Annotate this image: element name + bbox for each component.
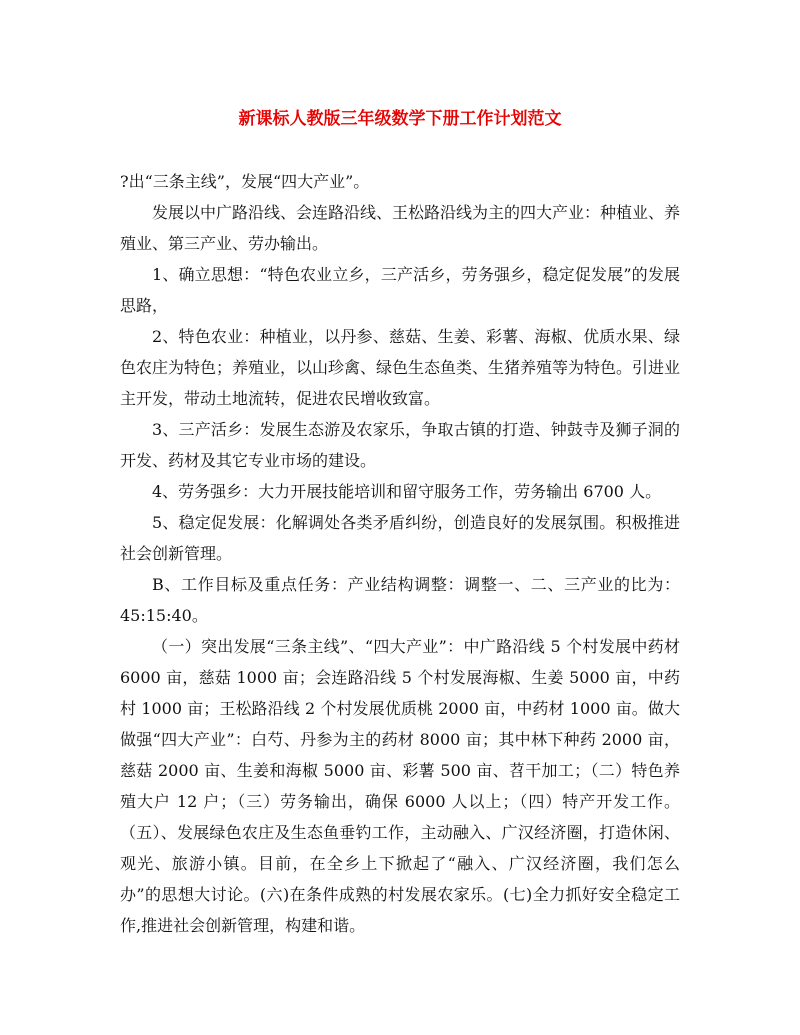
paragraph-tasks: （一）突出发展“三条主线”、“四大产业”：中广路沿线 5 个村发展中药材 6000 亩，慈菇 1000 亩；会连路沿线 5 个村发展海椒、生姜 5000 亩，中药村 1000 亩；王松路沿线 2 个村发展优质桃 2000 亩，中药材 1000 亩。做大做强“四大产业”：白芍、丹参为主的药材 8000 亩；其中林下种药 2000 亩，慈菇 2000 亩、生姜和海椒 5000 亩、彩薯 500 亩、苕干加工；（二）特色养殖大户 12 户；（三）劳务输出，确保 6000 人以上；（四）特产开发工作。（五）、发展绿色农庄及生态鱼垂钓工作，主动融入、广汉经济圈，打造休闲、观光、旅游小镇。目前，在全乡上下掀起了“融入、广汉经济圈，我们怎么办”的思想大讨论。(六)在条件成熟的村发展农家乐。(七)全力抓好安全稳定工作,推进社会创新管理，构建和谐。 — [120, 637, 680, 935]
paragraph-item-5: 5、稳定促发展：化解调处各类矛盾纠纷，创造良好的发展氛围。积极推进社会创新管理。 — [120, 513, 680, 563]
paragraph-four-industries: 发展以中广路沿线、会连路沿线、王松路沿线为主的四大产业：种植业、养殖业、第三产业、劳办输出。 — [120, 203, 681, 253]
paragraph-item-4: 4、劳务强乡：大力开展技能培训和留守服务工作，劳务输出 6700 人。 — [152, 482, 662, 501]
paragraph-goals: B、工作目标及重点任务：产业结构调整：调整一、二、三产业的比为：45:15:40。 — [120, 575, 680, 625]
paragraph-item-2: 2、特色农业：种植业，以丹参、慈菇、生姜、彩薯、海椒、优质水果、绿色农庄为特色；养殖业，以山珍禽、绿色生态鱼类、生猪养殖等为特色。引进业主开发，带动土地流转，促进农民增收致富。 — [120, 327, 681, 408]
document-title: 新课标人教版三年级数学下册工作计划范文 — [238, 109, 562, 129]
paragraph-item-3: 3、三产活乡：发展生态游及农家乐，争取古镇的打造、钟鼓寺及狮子洞的开发、药材及其它专业市场的建设。 — [120, 420, 680, 470]
paragraph-intro: ?出“三条主线”，发展“四大产业”。 — [120, 172, 370, 191]
document-body — [120, 166, 680, 941]
paragraph-item-1: 1、确立思想：“特色农业立乡，三产活乡，劳务强乡，稳定促发展”的发展思路， — [120, 265, 680, 315]
